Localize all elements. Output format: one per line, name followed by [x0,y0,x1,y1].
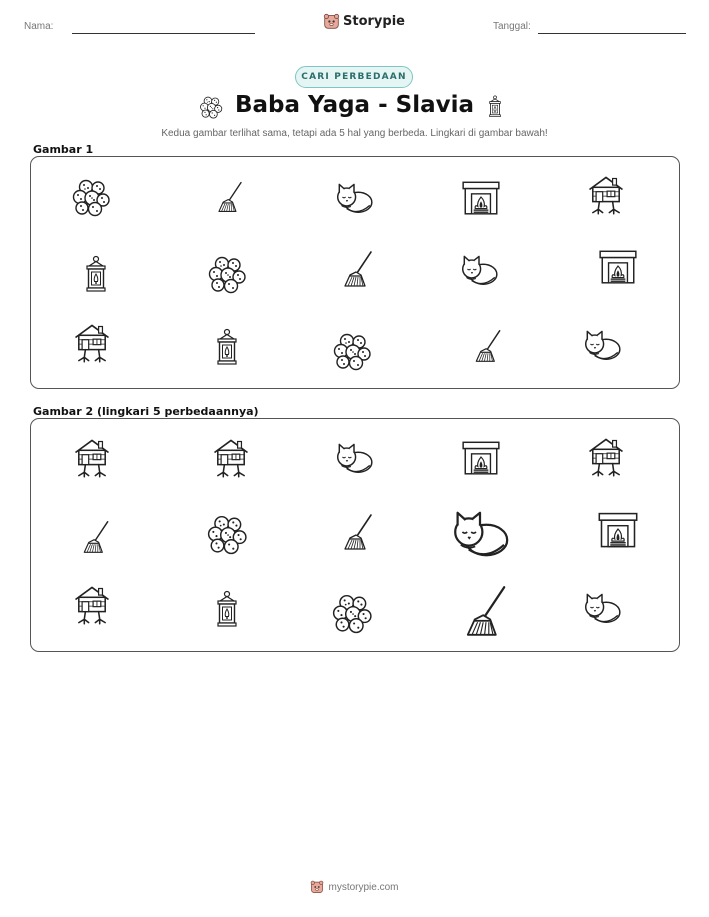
hut-icon[interactable] [209,433,253,483]
brand-name: Storypie [343,14,405,29]
cat-icon[interactable] [329,436,379,478]
cat-icon [454,248,504,290]
broom-icon [470,323,506,369]
berries-icon[interactable] [204,513,250,555]
lantern-icon [76,250,116,300]
berries-icon[interactable] [329,592,375,634]
broom-icon[interactable] [458,576,514,646]
broom-icon [213,175,247,219]
hut-icon[interactable] [584,433,628,481]
instructions: Kedua gambar terlihat sama, tetapi ada 5 hal yang berbeda. Lingkari di gambar bawah! [161,128,548,139]
fireplace-icon[interactable] [596,507,640,551]
activity-badge: CARI PERBEDAAN [295,66,413,88]
date-field-line[interactable] [538,33,686,34]
picture1-label: Gambar 1 [33,143,94,156]
storypie-logo-icon [310,880,324,894]
broom-icon[interactable] [338,508,378,556]
date-label: Tanggal: [493,21,531,32]
cat-icon [576,323,628,365]
hut-icon [584,171,628,219]
footer-url: mystorypie.com [328,881,399,893]
hut-icon[interactable] [70,581,114,629]
picture2-label: Gambar 2 (lingkari 5 perbedaannya) [33,405,259,418]
name-field-line[interactable] [72,33,255,34]
cat-icon [329,176,379,218]
footer [0,880,709,894]
lantern-icon[interactable] [207,585,247,635]
hut-icon[interactable] [70,433,114,483]
name-label: Nama: [24,21,54,32]
lantern-icon [207,323,247,373]
fireplace-icon [459,176,503,218]
berries-icon [204,254,250,294]
fireplace-icon[interactable] [459,436,503,478]
storypie-logo-icon [323,13,340,30]
cat-icon[interactable] [441,500,519,564]
lantern-icon [483,93,507,121]
broom-icon [338,246,378,292]
broom-icon[interactable] [78,513,114,561]
berries-icon [69,177,113,217]
hut-icon [70,319,114,367]
berries-icon [329,331,375,371]
cat-icon[interactable] [576,586,628,628]
page-title: Baba Yaga - Slavia [234,92,475,118]
fireplace-icon [596,245,640,287]
brand [323,13,405,30]
